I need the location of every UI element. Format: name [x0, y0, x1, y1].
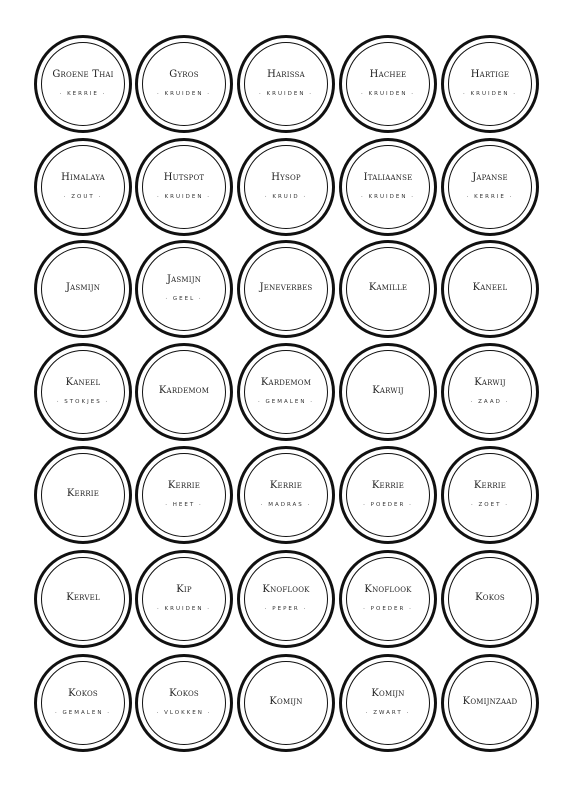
spice-subtitle: · KRUID · — [264, 194, 308, 200]
spice-name: Himalaya — [61, 172, 105, 183]
spice-label — [441, 240, 539, 338]
spice-label — [339, 240, 437, 338]
inner-ring — [142, 557, 226, 641]
inner-ring — [41, 145, 125, 229]
spice-name: Kardemom — [260, 377, 312, 388]
spice-label — [237, 550, 335, 648]
spice-subtitle: · KRUIDEN · — [361, 194, 415, 200]
inner-ring — [244, 557, 328, 641]
spice-label — [339, 446, 437, 544]
spice-name: Kerrie — [66, 488, 100, 499]
spice-name: Kokos — [169, 688, 199, 699]
spice-label — [135, 240, 233, 338]
spice-label — [441, 654, 539, 752]
inner-ring — [41, 42, 125, 126]
spice-label — [135, 343, 233, 441]
spice-label — [237, 35, 335, 133]
spice-label — [441, 343, 539, 441]
spice-subtitle: · KRUIDEN · — [259, 91, 313, 97]
spice-name: Jasmijn — [166, 274, 202, 285]
spice-label — [237, 343, 335, 441]
spice-subtitle: · POEDER · — [363, 606, 413, 612]
spice-name: Jeneverbes — [259, 282, 313, 293]
inner-ring — [346, 145, 430, 229]
spice-label — [34, 138, 132, 236]
spice-name: Italiaanse — [363, 172, 413, 183]
spice-name: Kokos — [475, 592, 505, 603]
spice-label — [339, 654, 437, 752]
spice-label — [135, 446, 233, 544]
spice-subtitle: · ZAAD · — [470, 399, 510, 405]
spice-label — [237, 654, 335, 752]
spice-label — [339, 550, 437, 648]
spice-name: Kerrie — [167, 480, 201, 491]
inner-ring — [448, 42, 532, 126]
spice-label — [237, 446, 335, 544]
inner-ring — [244, 453, 328, 537]
spice-label — [441, 138, 539, 236]
spice-name: Komijn — [371, 688, 405, 699]
spice-subtitle: · HEET · — [165, 502, 203, 508]
spice-label — [441, 550, 539, 648]
spice-name: Karwij — [372, 385, 404, 396]
inner-ring — [41, 661, 125, 745]
spice-name: Hysop — [271, 172, 301, 183]
inner-ring — [244, 42, 328, 126]
spice-label — [135, 654, 233, 752]
spice-subtitle: · KRUIDEN · — [157, 194, 211, 200]
spice-subtitle: · KRUIDEN · — [157, 91, 211, 97]
spice-name: Knoflook — [364, 584, 412, 595]
spice-name: Kamille — [368, 282, 408, 293]
spice-label — [339, 343, 437, 441]
spice-subtitle: · MADRAS · — [260, 502, 312, 508]
spice-subtitle: · KRUIDEN · — [157, 606, 211, 612]
spice-name: Harissa — [267, 69, 305, 80]
spice-subtitle: · ZOET · — [471, 502, 509, 508]
spice-label — [237, 240, 335, 338]
inner-ring — [346, 661, 430, 745]
spice-name: Gyros — [169, 69, 199, 80]
spice-subtitle: · STOKJES · — [56, 399, 110, 405]
spice-name: Kerrie — [371, 480, 405, 491]
inner-ring — [244, 145, 328, 229]
inner-ring — [142, 661, 226, 745]
inner-ring — [142, 247, 226, 331]
spice-label — [441, 446, 539, 544]
spice-label — [339, 35, 437, 133]
spice-subtitle: · KRUIDEN · — [361, 91, 415, 97]
spice-subtitle: · GEEL · — [165, 296, 203, 302]
inner-ring — [41, 350, 125, 434]
inner-ring — [448, 350, 532, 434]
spice-name: Karwij — [474, 377, 506, 388]
spice-name: Hutspot — [163, 172, 205, 183]
spice-label — [237, 138, 335, 236]
inner-ring — [142, 453, 226, 537]
spice-label — [34, 35, 132, 133]
spice-name: Jasmijn — [65, 282, 101, 293]
spice-name: Kardemom — [158, 385, 210, 396]
spice-label — [34, 240, 132, 338]
spice-label — [34, 446, 132, 544]
spice-name: Japanse — [472, 172, 508, 183]
inner-ring — [244, 350, 328, 434]
spice-name: Kaneel — [65, 377, 101, 388]
spice-label — [441, 35, 539, 133]
spice-name: Kerrie — [473, 480, 507, 491]
spice-name: Kip — [176, 584, 192, 595]
spice-subtitle: · GEMALEN · — [258, 399, 314, 405]
inner-ring — [346, 453, 430, 537]
inner-ring — [142, 145, 226, 229]
inner-ring — [448, 453, 532, 537]
spice-subtitle: · POEDER · — [363, 502, 413, 508]
spice-label — [34, 343, 132, 441]
spice-name: Komijnzaad — [462, 696, 518, 707]
spice-subtitle: · VLOKKEN · — [156, 710, 212, 716]
spice-label — [34, 654, 132, 752]
inner-ring — [346, 42, 430, 126]
spice-label — [135, 35, 233, 133]
spice-subtitle: · PEPER · — [264, 606, 308, 612]
inner-ring — [346, 557, 430, 641]
spice-name: Kervel — [66, 592, 100, 603]
spice-subtitle: · KERRIE · — [466, 194, 514, 200]
spice-label — [34, 550, 132, 648]
spice-name: Hartige — [470, 69, 510, 80]
spice-name: Kokos — [68, 688, 98, 699]
spice-subtitle: · ZWART · — [365, 710, 411, 716]
spice-subtitle: · ZOUT · — [63, 194, 103, 200]
spice-subtitle: · GEMALEN · — [55, 710, 111, 716]
spice-name: Kerrie — [269, 480, 303, 491]
spice-name: Kaneel — [472, 282, 508, 293]
spice-name: Komijn — [269, 696, 303, 707]
inner-ring — [448, 145, 532, 229]
spice-subtitle: · KRUIDEN · — [463, 91, 517, 97]
inner-ring — [142, 42, 226, 126]
spice-label — [339, 138, 437, 236]
spice-label — [135, 550, 233, 648]
spice-label — [135, 138, 233, 236]
spice-name: Hachee — [369, 69, 407, 80]
spice-name: Groene Thai — [52, 69, 114, 80]
spice-subtitle: · KERRIE · — [59, 91, 107, 97]
spice-name: Knoflook — [262, 584, 310, 595]
